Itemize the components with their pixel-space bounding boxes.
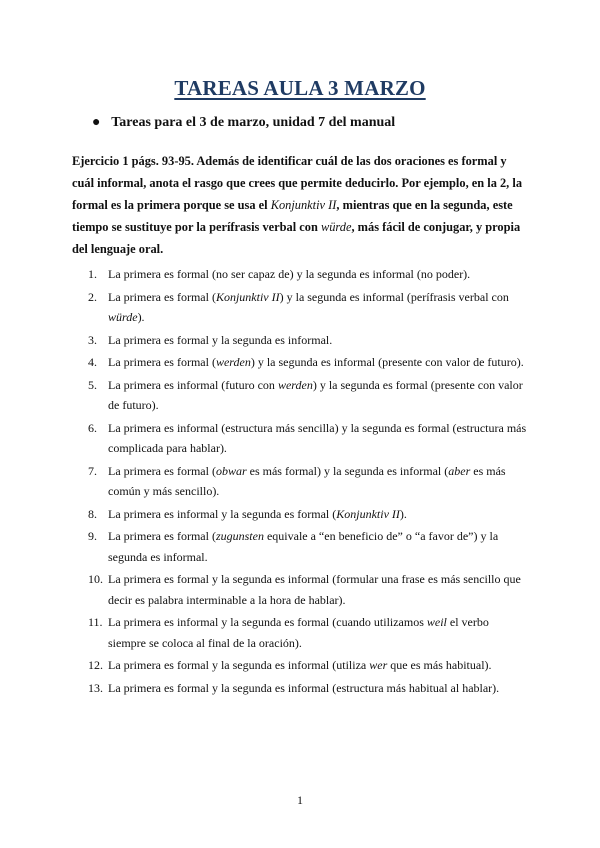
intro-italic-2: würde — [320, 220, 352, 234]
answer-number: 2. — [88, 289, 97, 304]
intro-italic-1: Konjunktiv II — [270, 198, 337, 212]
answer-text: La primera es formal ( — [108, 463, 216, 478]
page-number: 1 — [297, 793, 303, 807]
answer-number: 4. — [88, 355, 97, 369]
answer-number: 10. — [88, 572, 103, 586]
intro-text-3: , más fácil de conjugar, y propia del lenguaje oral. — [72, 220, 521, 256]
answer-number: 9. — [88, 529, 97, 543]
answer-item — [72, 612, 528, 653]
answer-text: ) y la segunda es informal (perífrasis verbal con — [279, 289, 509, 304]
answer-item — [72, 655, 528, 676]
answer-italic: weil — [426, 615, 447, 629]
answer-text: el verbo siempre se coloca al final de la oración). — [108, 615, 489, 650]
answer-number: 12. — [88, 658, 103, 672]
bullet-text: Tareas para el 3 de marzo, unidad 7 del manual — [111, 115, 396, 130]
answer-number: 5. — [88, 377, 97, 392]
answer-number: 7. — [88, 463, 97, 478]
answer-item — [72, 461, 528, 502]
answer-number: 8. — [88, 506, 97, 521]
answer-text: La primera es formal y la segunda es informal (utiliza — [108, 658, 370, 672]
answer-text: La primera es informal y la segunda es formal (cuando utilizamos — [108, 615, 427, 629]
answer-text: La primera es formal ( — [108, 529, 216, 543]
answer-list — [72, 264, 528, 700]
intro-text-1: Ejercicio 1 págs. 93-95. Además de identificar cuál de las dos oraciones es formal y cuál informal, anota el rasgo que crees que permite deducirlo. Por ejemplo, en la 2, la formal es la primera porque se usa el — [72, 154, 523, 212]
answer-text: ) y la segunda es formal (presente con valor de futuro). — [108, 377, 523, 412]
answer-number: 1. — [88, 267, 97, 281]
answer-item — [72, 352, 528, 373]
answer-number: 6. — [88, 420, 97, 435]
answer-italic: obwar — [215, 463, 247, 478]
answer-italic: zugunsten — [215, 529, 264, 543]
answer-italic: wer — [369, 658, 388, 672]
answer-text: ) y la segunda es informal (presente con valor de futuro). — [250, 355, 524, 369]
answer-italic: Konjunktiv II — [336, 506, 400, 521]
intro-text-2: , mientras que en la segunda, este tiempo se sustituye por la perífrasis verbal con — [72, 198, 513, 234]
answer-italic: werden — [277, 377, 313, 392]
exercise-instructions — [72, 150, 528, 260]
answer-number: 13. — [88, 680, 103, 695]
answer-number: 3. — [88, 332, 97, 347]
answer-italic: aber — [448, 463, 471, 478]
answer-text: que es más habitual). — [387, 658, 492, 672]
answer-text: La primera es formal ( — [108, 289, 216, 304]
answer-item — [72, 418, 528, 459]
answer-text: La primera es formal y la segunda es informal. — [108, 332, 333, 347]
answer-item — [72, 287, 528, 328]
answer-item — [72, 569, 528, 610]
answer-item — [72, 678, 528, 699]
answer-text: equivale a “en beneficio de” o “a favor de”) y la segunda es informal. — [108, 529, 499, 564]
answer-item — [72, 526, 528, 567]
answer-item — [72, 264, 528, 285]
answer-italic: Konjunktiv II — [215, 289, 280, 304]
bullet-heading — [92, 115, 395, 131]
bullet-icon: ● — [92, 115, 101, 130]
page-title: TAREAS AULA 3 MARZO — [174, 76, 426, 100]
answer-item — [72, 375, 528, 416]
answer-number: 11. — [88, 615, 103, 629]
answer-item — [72, 504, 528, 525]
answer-text: es más formal) y la segunda es informal ( — [246, 463, 449, 478]
answer-text: La primera es informal (futuro con — [108, 377, 278, 392]
answer-text: La primera es formal ( — [108, 355, 216, 369]
answer-italic: werden — [215, 355, 251, 369]
answer-item — [72, 330, 528, 351]
answer-text: La primera es informal y la segunda es formal ( — [108, 506, 337, 521]
answer-italic: würde — [108, 310, 138, 324]
answer-text: La primera es formal y la segunda es informal (estructura más habitual al hablar). — [108, 680, 500, 695]
answer-text: ). — [137, 310, 145, 324]
answer-text: es más común y más sencillo). — [108, 463, 506, 498]
answer-text: La primera es formal (no ser capaz de) y la segunda es informal (no poder). — [108, 267, 471, 281]
answer-text: La primera es informal (estructura más sencilla) y la segunda es formal (estructura más complicada para hablar). — [108, 420, 527, 455]
answer-text: ). — [399, 506, 407, 521]
answer-text: La primera es formal y la segunda es informal (formular una frase es más sencillo que decir es palabra interminable a la hora de hablar). — [108, 572, 521, 607]
